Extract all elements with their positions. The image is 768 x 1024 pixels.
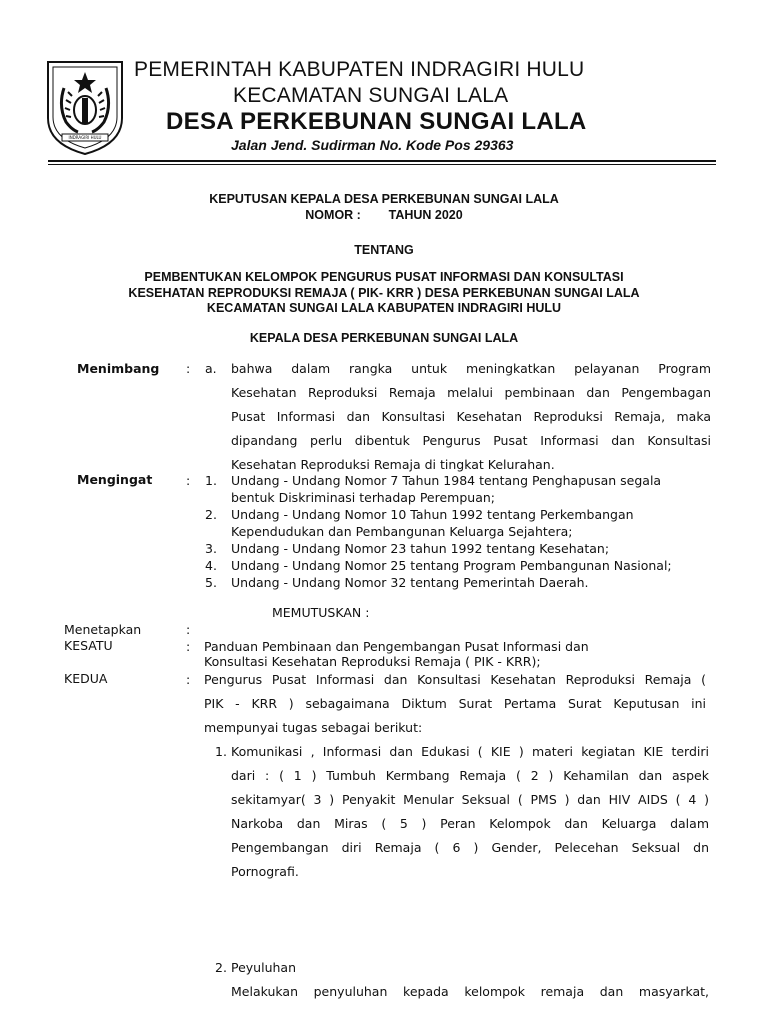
task-line: Narkoba dan Miras ( 5 ) Peran Kelompok dan Keluarga dalam: [231, 816, 709, 831]
mengingat-item-line: Undang - Undang Nomor 32 tentang Pemerintah Daerah.: [231, 575, 589, 590]
menimbang-label: Menimbang: [77, 361, 160, 376]
kabupaten-logo: [44, 58, 126, 156]
menimbang-colon: :: [186, 361, 191, 376]
mengingat-item-number: 2.: [205, 507, 217, 522]
kedua-colon: :: [186, 672, 191, 687]
letterhead-address: Jalan Jend. Sudirman No. Kode Pos 29363: [231, 137, 514, 153]
logo-text: INDRAGIRI HULU: [68, 135, 102, 140]
task-number: 1.: [215, 744, 227, 759]
subject-line-3: KECAMATAN SUNGAI LALA KABUPATEN INDRAGIRI HULU: [206, 301, 562, 315]
letterhead-village: DESA PERKEBUNAN SUNGAI LALA: [166, 108, 587, 135]
mengingat-colon: :: [186, 473, 191, 488]
mengingat-label: Mengingat: [77, 472, 153, 487]
task-line: Komunikasi , Informasi dan Edukasi ( KIE ) materi kegiatan KIE terdiri: [231, 744, 709, 759]
menimbang-line: Kesehatan Reproduksi Remaja di tingkat Kelurahan.: [231, 457, 555, 472]
menimbang-line: bahwa dalam rangka untuk meningkatkan pelayanan Program: [231, 361, 711, 376]
kedua-label: KEDUA: [64, 671, 108, 686]
letterhead-district: KECAMATAN SUNGAI LALA: [233, 84, 509, 107]
mengingat-item-line: Undang - Undang Nomor 23 tahun 1992 tentang Kesehatan;: [231, 541, 610, 556]
menetapkan-colon: :: [186, 622, 191, 637]
kesatu-label: KESATU: [64, 638, 113, 653]
subject-line-1: PEMBENTUKAN KELOMPOK PENGURUS PUSAT INFORMASI DAN KONSULTASI: [144, 270, 624, 284]
task-line: dari : ( 1 ) Tumbuh Kermbang Remaja ( 2 ) Kehamilan dan aspek: [231, 768, 709, 783]
menetapkan-label: Menetapkan: [64, 622, 142, 637]
kesatu-line: Konsultasi Kesehatan Reproduksi Remaja ( PIK - KRR);: [204, 654, 541, 669]
letterhead-government: PEMERINTAH KABUPATEN INDRAGIRI HULU: [134, 58, 585, 81]
mengingat-item-number: 1.: [205, 473, 217, 488]
mengingat-item-number: 5.: [205, 575, 217, 590]
letterhead-rule-thick: [48, 160, 716, 162]
task-number: 2.: [215, 960, 227, 975]
menimbang-line: dipandang perlu dibentuk Pengurus Pusat Informasi dan Konsultasi: [231, 433, 711, 448]
task-line: Pengembangan diri Remaja ( 6 ) Gender, Pelecehan Seksual dn: [231, 840, 709, 855]
menimbang-line: Kesehatan Reproduksi Remaja melalui pembinaan dan Pengembagan: [231, 385, 711, 400]
kedua-line: PIK - KRR ) sebagaimana Diktum Surat Pertama Surat Keputusan ini: [204, 696, 706, 711]
menimbang-marker: a.: [205, 361, 217, 376]
memutuskan-heading: MEMUTUSKAN :: [272, 605, 370, 620]
task-line: Peyuluhan: [231, 960, 297, 975]
mengingat-item-line: Undang - Undang Nomor 10 Tahun 1992 tentang Perkembangan: [231, 507, 634, 522]
letterhead-rule-thin: [48, 164, 716, 165]
menimbang-line: Pusat Informasi dan Konsultasi Kesehatan Reproduksi Remaja, maka: [231, 409, 711, 424]
kedua-line: Pengurus Pusat Informasi dan Konsultasi Kesehatan Reproduksi Remaja (: [204, 672, 706, 687]
decree-title: KEPUTUSAN KEPALA DESA PERKEBUNAN SUNGAI LALA: [209, 192, 559, 206]
mengingat-item-number: 3.: [205, 541, 217, 556]
task-line: sekitamyar( 3 ) Penyakit Menular Seksual ( PMS ) dan HIV AIDS ( 4 ): [231, 792, 709, 807]
task-line: Pornografi.: [231, 864, 299, 879]
tentang-heading: TENTANG: [354, 243, 414, 257]
mengingat-item-line: Kependudukan dan Pembangunan Keluarga Sejahtera;: [231, 524, 573, 539]
mengingat-item-number: 4.: [205, 558, 217, 573]
kesatu-line: Panduan Pembinaan dan Pengembangan Pusat Informasi dan: [204, 639, 589, 654]
mengingat-item-line: Undang - Undang Nomor 25 tentang Program Pembangunan Nasional;: [231, 558, 672, 573]
task-line: Melakukan penyuluhan kepada kelompok remaja dan masyarkat,: [231, 984, 709, 999]
kesatu-colon: :: [186, 639, 191, 654]
mengingat-item-line: Undang - Undang Nomor 7 Tahun 1984 tentang Penghapusan segala: [231, 473, 662, 488]
decree-number: NOMOR : TAHUN 2020: [305, 208, 463, 222]
mengingat-item-line: bentuk Diskriminasi terhadap Perempuan;: [231, 490, 495, 505]
subject-line-2: KESEHATAN REPRODUKSI REMAJA ( PIK- KRR ) DESA PERKEBUNAN SUNGAI LALA: [128, 286, 640, 300]
authority-heading: KEPALA DESA PERKEBUNAN SUNGAI LALA: [249, 331, 519, 345]
kedua-line: mempunyai tugas sebagai berikut:: [204, 720, 423, 735]
